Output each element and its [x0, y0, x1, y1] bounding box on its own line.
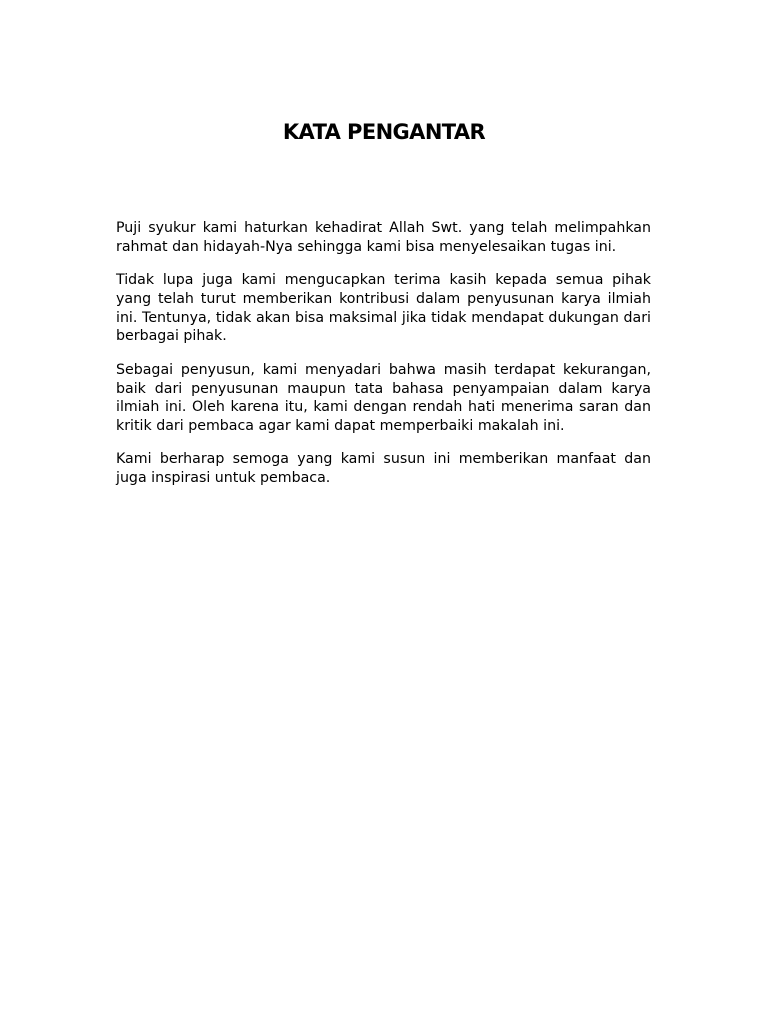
paragraph-4: Kami berharap semoga yang kami susun ini memberikan manfaat dan juga inspirasi untuk pembaca. — [116, 451, 651, 487]
document-body — [116, 219, 651, 503]
paragraph-3: Sebagai penyusun, kami menyadari bahwa masih terdapat kekurangan, baik dari penyusunan maupun tata bahasa penyampaian dalam karya ilmiah ini. Oleh karena itu, kami dengan rendah hati menerima saran dan kritik dari pembaca agar kami dapat memperbaiki makalah ini. — [116, 361, 651, 435]
page-title: KATA PENGANTAR — [282, 120, 486, 144]
paragraph-2: Tidak lupa juga kami mengucapkan terima kasih kepada semua pihak yang telah turut memberikan kontribusi dalam penyusunan karya ilmiah ini. Tentunya, tidak akan bisa maksimal jika tidak mendapat dukungan dari berbagai pihak. — [116, 272, 651, 345]
paragraph-1: Puji syukur kami haturkan kehadirat Allah Swt. yang telah melimpahkan rahmat dan hidayah-Nya sehingga kami bisa menyelesaikan tugas ini. — [116, 220, 651, 255]
